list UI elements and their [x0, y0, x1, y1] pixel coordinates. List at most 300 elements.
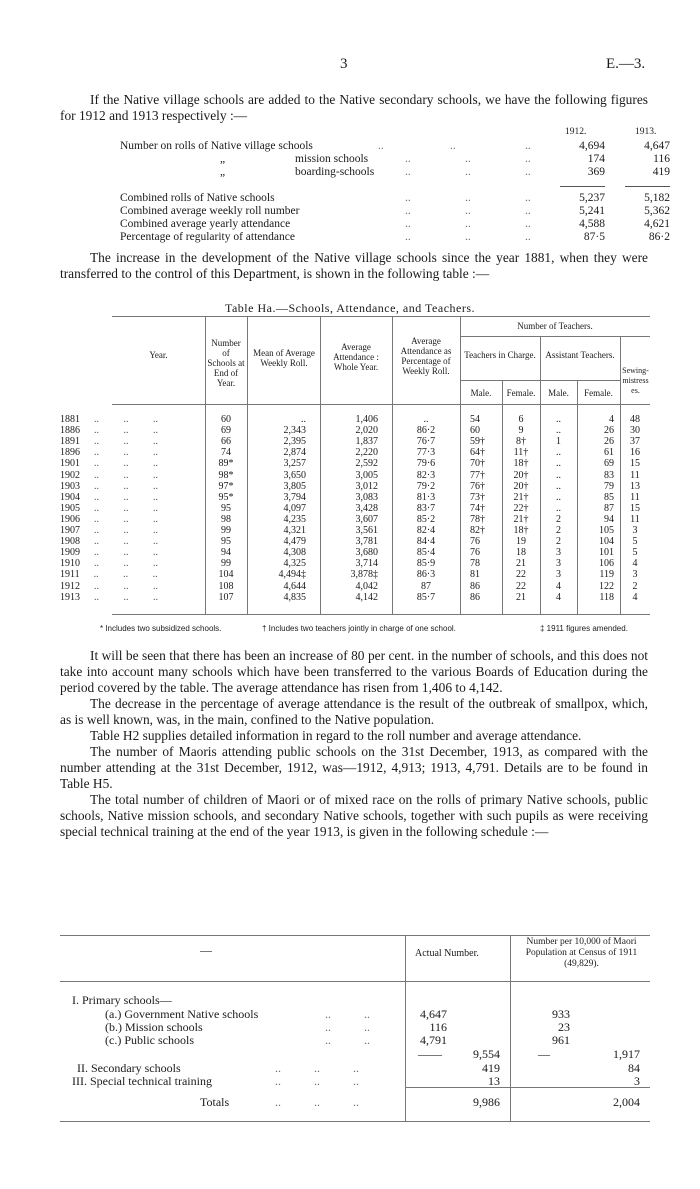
- table-cell: 73†: [470, 491, 485, 503]
- table-cell: ..: [556, 447, 561, 459]
- year-label: 1910: [60, 558, 80, 570]
- header-percentage: Average Attendance as Percentage of Weekly Roll.: [400, 336, 452, 376]
- rule: [60, 1121, 650, 1122]
- leader-dots: .. .. ..: [94, 436, 158, 448]
- value-1913: 86·2: [648, 231, 670, 243]
- year-label: 1886: [60, 425, 80, 437]
- summary-row-label: Number on rolls of Native village schools: [120, 140, 313, 152]
- table-cell: 86·2: [416, 425, 436, 437]
- leader-dots: ..: [525, 192, 531, 204]
- table-cell: 1,837: [355, 436, 378, 448]
- schedule-row-label: (a.) Government Native schools: [105, 1007, 259, 1021]
- table-cell: 2,874: [283, 447, 306, 459]
- year-label: 1902: [60, 469, 80, 481]
- table-cell: 76·7: [416, 436, 436, 448]
- table-cell: 26: [604, 425, 614, 437]
- subtotal-rule: [560, 186, 605, 187]
- table-cell: 74: [221, 447, 231, 459]
- table-cell: 101: [599, 547, 614, 559]
- primary-total-per: 1,917: [613, 1047, 640, 1061]
- table-cell: 81·3: [416, 491, 436, 503]
- table-cell: 18†: [513, 458, 529, 470]
- table-cell: 3,650: [283, 469, 306, 481]
- header-schools: Number of Schools at End of Year.: [207, 338, 245, 388]
- totals-label: Totals: [200, 1095, 230, 1109]
- year-cell: [60, 481, 200, 492]
- table-cell: 3,781: [355, 536, 378, 548]
- table-cell: ..: [556, 502, 561, 514]
- table-cell: 79·6: [416, 458, 436, 470]
- leader-dots: .. .. ..: [94, 414, 158, 425]
- table-cell: 4: [556, 591, 561, 603]
- table-cell: 82·4: [416, 525, 436, 536]
- year-label: 1912: [60, 580, 80, 592]
- table-ha: [60, 316, 650, 616]
- year-cell: [60, 414, 200, 425]
- table-cell: 30: [630, 425, 640, 437]
- leader-dots: .. .. ..: [275, 1074, 359, 1088]
- table-cell: 82†: [470, 525, 485, 536]
- table-cell: 85·2: [416, 513, 436, 525]
- table-cell: 2,592: [355, 458, 378, 470]
- leader-dots: ..: [465, 218, 471, 230]
- table-cell: 3,083: [355, 491, 378, 503]
- actual-number: 4,791: [420, 1033, 447, 1047]
- table-cell: 83: [604, 469, 614, 481]
- subtotal-rule: [625, 186, 670, 187]
- table-cell: 16: [630, 447, 640, 459]
- table-cell: 3,680: [355, 547, 378, 559]
- summary-row-label: Combined average weekly roll number: [120, 205, 300, 217]
- table-cell: 22: [516, 580, 526, 592]
- year-label: 1906: [60, 513, 80, 525]
- table-cell: 4,042: [355, 580, 378, 592]
- table-cell: 3,005: [355, 469, 378, 481]
- table-cell: 6: [518, 414, 524, 425]
- header-blank: —: [200, 943, 212, 957]
- summary-row: [120, 218, 680, 231]
- leader-dots: .. .. ..: [94, 580, 158, 592]
- year-cell: [60, 425, 200, 436]
- table-cell: 79·2: [416, 480, 436, 492]
- actual-number: 13: [488, 1074, 500, 1088]
- leader-dots: ..: [405, 205, 411, 217]
- value-1913: 5,362: [644, 205, 670, 217]
- year-header-1913: 1913.: [635, 127, 657, 137]
- summary-table: [120, 127, 680, 250]
- schedule-row-label: II. Secondary schools: [77, 1061, 181, 1075]
- totals-per: 2,004: [613, 1095, 640, 1109]
- leader-dots: .. ..: [325, 1020, 370, 1034]
- summary-row-label: Combined rolls of Native schools: [120, 192, 275, 204]
- summary-row-label: boarding-schools: [295, 166, 375, 178]
- table-cell: 21†: [513, 491, 529, 503]
- table-cell: 3,805: [283, 480, 306, 492]
- year-cell: [60, 525, 200, 536]
- year-cell: [60, 547, 200, 558]
- table-cell: 76: [470, 547, 480, 559]
- summary-row: [120, 205, 680, 218]
- year-cell: [60, 569, 200, 580]
- header-actual-number: Actual Number.: [415, 948, 479, 959]
- leader-dots: .. .. ..: [94, 558, 158, 570]
- year-cell: [60, 558, 200, 569]
- paragraph-text: The decrease in the percentage of average attendance is the result of the outbreak of smallpox, which, as is well known, was, in the main, confined to the Native population.: [60, 696, 648, 727]
- paragraph-text: It will be seen that there has been an increase of 80 per cent. in the number of schools, and this does not take into account many schools which have been transferred to the various Boards of Education during the period covered by the table. The average attendance has risen from 1,406 to 4,142.: [60, 648, 648, 695]
- dash: —: [538, 1047, 550, 1061]
- table-cell: 2,220: [355, 447, 378, 459]
- table-cell: 78†: [470, 513, 485, 525]
- table-cell: 4,097: [283, 502, 306, 514]
- table-cell: 74†: [470, 502, 485, 514]
- table-cell: 78: [470, 558, 480, 570]
- table-cell: 21: [516, 591, 526, 603]
- year-label: 1908: [60, 536, 80, 548]
- value-1912: 87·5: [583, 231, 605, 243]
- table-cell: 108: [218, 580, 234, 592]
- page-number: 3: [340, 56, 348, 72]
- leader-dots: ..: [465, 153, 471, 165]
- leader-dots: .. .. ..: [93, 569, 158, 581]
- table-cell: 60: [221, 414, 231, 425]
- leader-dots: .. .. ..: [275, 1095, 359, 1109]
- year-cell: [60, 492, 200, 503]
- leader-dots: .. .. ..: [94, 513, 158, 525]
- table-cell: 4,494‡: [278, 569, 306, 581]
- paragraph-2: [60, 250, 648, 282]
- table-cell: 4: [609, 414, 614, 425]
- table-cell: 85·7: [416, 591, 436, 603]
- table-cell: 64†: [470, 447, 485, 459]
- year-cell: [60, 458, 200, 469]
- value-1912: 174: [587, 153, 605, 165]
- rule: [112, 614, 650, 615]
- table-cell: 87: [604, 502, 614, 514]
- table-cell: 11: [630, 513, 640, 525]
- table-ha-title: Table Ha.—Schools, Attendance, and Teachers.: [224, 301, 476, 315]
- table-cell: ..: [556, 480, 561, 492]
- table-cell: 97*: [218, 480, 234, 492]
- table-cell: 3,012: [355, 480, 378, 492]
- table-cell: 4,835: [283, 591, 306, 603]
- per-10000: 3: [634, 1074, 640, 1088]
- ditto-mark: „: [220, 153, 226, 165]
- table-cell: 76†: [470, 480, 485, 492]
- ditto-mark: „: [220, 166, 226, 178]
- summary-row-label: Combined average yearly attendance: [120, 218, 291, 230]
- actual-number: 4,647: [420, 1007, 447, 1021]
- table-cell: 15: [630, 458, 640, 470]
- table-cell: 22: [516, 569, 526, 581]
- leader-dots: ..: [525, 140, 531, 152]
- leader-dots: .. ..: [325, 1007, 370, 1021]
- table-cell: 86: [470, 591, 480, 603]
- leader-dots: .. .. ..: [94, 591, 158, 603]
- table-cell: 4,321: [283, 525, 306, 536]
- leader-dots: .. .. ..: [94, 491, 158, 503]
- table-cell: 4: [632, 558, 638, 570]
- table-cell: 3,878‡: [350, 569, 378, 581]
- year-label: 1891: [60, 436, 80, 448]
- table-cell: 61: [604, 447, 614, 459]
- table-cell: 77·3: [416, 447, 436, 459]
- year-header-1912: 1912.: [565, 127, 587, 137]
- table-cell: 15: [630, 502, 640, 514]
- leader-dots: ..: [525, 218, 531, 230]
- paragraph-text: The total number of children of Maori or of mixed race on the rolls of primary Native schools, public schools, Native mission schools, and secondary Native schools, together with such pupils as were receiving special technical training at the end of the year 1913, is given in the following schedule :—: [60, 792, 648, 839]
- table-cell: 104: [218, 569, 234, 581]
- table-cell: 84·4: [416, 536, 436, 548]
- table-cell: 59†: [470, 436, 485, 448]
- year-label: 1909: [60, 547, 80, 559]
- table-cell: 85·9: [416, 558, 436, 570]
- table-cell: 89*: [218, 458, 234, 470]
- table-cell: 54: [470, 414, 480, 425]
- table-cell: 18†: [513, 525, 529, 536]
- table-cell: 4,308: [283, 547, 306, 559]
- paragraph-text: If the Native village schools are added to the Native secondary schools, we have the following figures for 1912 and 1913 respectively :—: [60, 92, 648, 123]
- value-1912: 5,241: [579, 205, 605, 217]
- table-cell: 119: [599, 569, 614, 581]
- year-label: 1905: [60, 502, 80, 514]
- dash: ——: [418, 1047, 442, 1061]
- value-1912: 4,694: [579, 140, 605, 152]
- header-sewing-mistresses: Sewing-mistresses.: [622, 366, 649, 395]
- table-cell: 99: [221, 558, 231, 570]
- year-label: 1903: [60, 480, 80, 492]
- table-cell: 104: [599, 536, 614, 548]
- body-paragraphs: [60, 648, 648, 840]
- header-year: Year.: [149, 350, 168, 360]
- table-cell: 2,020: [355, 425, 378, 437]
- leader-dots: ..: [525, 153, 531, 165]
- table-cell: 105: [599, 525, 614, 536]
- leader-dots: ..: [405, 166, 411, 178]
- table-cell: 48: [630, 414, 640, 425]
- year-label: 1913: [60, 591, 80, 603]
- table-cell: 3,561: [355, 525, 378, 536]
- year-cell: [60, 470, 200, 481]
- paragraph-text: Table H2 supplies detailed information in regard to the roll number and average attendance.: [90, 728, 582, 743]
- value-1913: 419: [652, 166, 670, 178]
- table-cell: 69: [221, 425, 231, 437]
- table-cell: 94: [221, 547, 231, 559]
- year-cell: [60, 436, 200, 447]
- header-per-10000: Number per 10,000 of Maori Population at Census of 1911 (49,829).: [525, 937, 638, 969]
- summary-row-label: mission schools: [295, 153, 369, 165]
- table-cell: 106: [599, 558, 614, 570]
- table-cell: ..: [423, 414, 429, 425]
- leader-dots: ..: [465, 231, 471, 243]
- summary-row: [120, 231, 680, 244]
- table-cell: ..: [556, 414, 561, 425]
- header-female: Female.: [584, 388, 613, 398]
- value-1912: 5,237: [579, 192, 605, 204]
- intro-paragraph: [60, 92, 648, 124]
- schedule-table: [60, 935, 650, 1125]
- table-cell: ..: [556, 469, 561, 481]
- value-1913: 116: [653, 153, 670, 165]
- header-attendance: Average Attendance : Whole Year.: [333, 342, 379, 372]
- table-cell: 83·7: [416, 502, 436, 514]
- leader-dots: .. .. ..: [94, 547, 158, 559]
- leader-dots: ..: [465, 166, 471, 178]
- column-divider: [405, 935, 406, 1121]
- table-cell: 4: [556, 580, 561, 592]
- year-cell: [60, 447, 200, 458]
- table-cell: 99: [221, 525, 231, 536]
- table-cell: 3,257: [283, 458, 306, 470]
- table-cell: 21: [516, 558, 526, 570]
- header-mean-roll: Mean of Average Weekly Roll.: [253, 348, 315, 368]
- totals-actual: 9,986: [473, 1095, 500, 1109]
- table-cell: ..: [556, 425, 561, 437]
- leader-dots: ..: [465, 192, 471, 204]
- header-male: Male.: [470, 388, 492, 398]
- table-cell: 2: [556, 536, 561, 548]
- year-label: 1904: [60, 491, 80, 503]
- table-cell: 86·3: [416, 569, 436, 581]
- table-cell: 3: [556, 558, 561, 570]
- table-cell: 4,142: [355, 591, 378, 603]
- table-cell: 18: [516, 547, 526, 559]
- table-cell: 22†: [513, 502, 529, 514]
- table-cell: 95: [221, 502, 231, 514]
- per-10000: 23: [558, 1020, 570, 1034]
- table-cell: 87: [421, 580, 431, 592]
- table-cell: 9: [518, 425, 524, 437]
- actual-number: 419: [482, 1061, 500, 1075]
- leader-dots: .. .. ..: [94, 458, 158, 470]
- table-cell: 107: [218, 591, 234, 603]
- table-cell: 122: [599, 580, 614, 592]
- table-cell: 4: [632, 591, 638, 603]
- year-label: 1911: [60, 569, 80, 581]
- summary-row-label: Percentage of regularity of attendance: [120, 231, 295, 243]
- leader-dots: ..: [525, 231, 531, 243]
- value-1913: 4,647: [644, 140, 670, 152]
- schedule-row-label: (c.) Public schools: [105, 1033, 194, 1047]
- paragraph-text: The number of Maoris attending public schools on the 31st December, 1913, as compared with the number attending at the 31st December, 1912, was—1912, 4,913; 1913, 4,791. Details are to be found in Table H5.: [60, 744, 648, 791]
- value-1912: 4,588: [579, 218, 605, 230]
- value-1913: 4,621: [644, 218, 670, 230]
- table-cell: 3,607: [355, 513, 378, 525]
- table-cell: 1: [556, 436, 561, 448]
- leader-dots: .. .. ..: [94, 480, 158, 492]
- summary-row: [120, 140, 680, 153]
- table-cell: 95*: [218, 491, 234, 503]
- table-cell: 77†: [470, 469, 485, 481]
- table-cell: 11: [630, 469, 640, 481]
- leader-dots: .. .. ..: [275, 1061, 359, 1075]
- table-cell: 85: [604, 491, 614, 503]
- leader-dots: ..: [465, 205, 471, 217]
- year-cell: [60, 592, 200, 603]
- table-cell: 19: [516, 536, 526, 548]
- table-cell: 21†: [513, 513, 529, 525]
- year-cell: [60, 503, 200, 514]
- header-teachers-in-charge: Teachers in Charge.: [464, 350, 536, 360]
- summary-row: [120, 192, 680, 205]
- header-female: Female.: [506, 388, 536, 398]
- rule: [60, 981, 650, 982]
- per-10000: 84: [628, 1061, 640, 1075]
- table-cell: 5: [632, 547, 638, 559]
- year-label: 1907: [60, 525, 80, 536]
- table-cell: 98*: [218, 469, 234, 481]
- table-cell: 4,235: [283, 513, 306, 525]
- year-cell: [60, 581, 200, 592]
- year-cell: [60, 514, 200, 525]
- table-cell: 82·3: [416, 469, 436, 481]
- table-cell: 11†: [513, 447, 529, 459]
- table-cell: 8†: [516, 436, 526, 448]
- table-cell: 85·4: [416, 547, 436, 559]
- table-cell: ..: [556, 458, 561, 470]
- table-cell: 20†: [513, 480, 529, 492]
- table-cell: 2,343: [283, 425, 306, 437]
- value-1913: 5,182: [644, 192, 670, 204]
- table-cell: 4,325: [283, 558, 306, 570]
- leader-dots: .. ..: [325, 1033, 370, 1047]
- table-cell: 1,406: [355, 414, 378, 425]
- column-divider: [460, 316, 461, 614]
- table-cell: 37: [630, 436, 640, 448]
- table-cell: 2: [632, 580, 638, 592]
- table-cell: ..: [301, 414, 306, 425]
- table-cell: 3: [556, 569, 561, 581]
- table-cell: 66: [221, 436, 231, 448]
- column-divider: [510, 935, 511, 1121]
- header-male: Male.: [548, 388, 569, 398]
- leader-dots: ..: [405, 231, 411, 243]
- footnote: * Includes two subsidized schools.: [100, 624, 222, 633]
- table-cell: 3,794: [283, 491, 306, 503]
- year-label: 1881: [60, 414, 80, 425]
- table-cell: 70†: [470, 458, 485, 470]
- document-reference: E.—3.: [606, 56, 646, 72]
- summary-row: [120, 166, 680, 179]
- actual-number: 116: [429, 1020, 447, 1034]
- table-cell: 3: [556, 547, 561, 559]
- leader-dots: ..: [525, 205, 531, 217]
- table-cell: 5: [632, 536, 638, 548]
- table-cell: 69: [604, 458, 614, 470]
- header-assistant-teachers: Assistant Teachers.: [545, 350, 615, 360]
- leader-dots: ..: [405, 192, 411, 204]
- leader-dots: ..: [378, 140, 384, 152]
- table-cell: 118: [599, 591, 614, 603]
- table-cell: 4,479: [283, 536, 306, 548]
- leader-dots: .. .. ..: [94, 502, 158, 514]
- table-cell: 86: [470, 580, 480, 592]
- schedule-row-label: (b.) Mission schools: [105, 1020, 203, 1034]
- primary-schools-label: I. Primary schools—: [72, 993, 172, 1007]
- rule: [112, 404, 650, 405]
- summary-row: [120, 153, 680, 166]
- table-cell: 79: [604, 480, 614, 492]
- leader-dots: ..: [525, 166, 531, 178]
- paragraph-text: The increase in the development of the Native village schools since the year 1881, when they were transferred to the control of this Department, is shown in the following table :—: [60, 250, 648, 281]
- table-cell: 3: [632, 569, 638, 581]
- footnote: ‡ 1911 figures amended.: [540, 624, 628, 633]
- table-cell: 20†: [513, 469, 529, 481]
- table-cell: 2: [556, 525, 561, 536]
- table-cell: 11: [630, 491, 640, 503]
- table-cell: 13: [630, 480, 640, 492]
- year-label: 1901: [60, 458, 80, 470]
- table-cell: ..: [556, 491, 561, 503]
